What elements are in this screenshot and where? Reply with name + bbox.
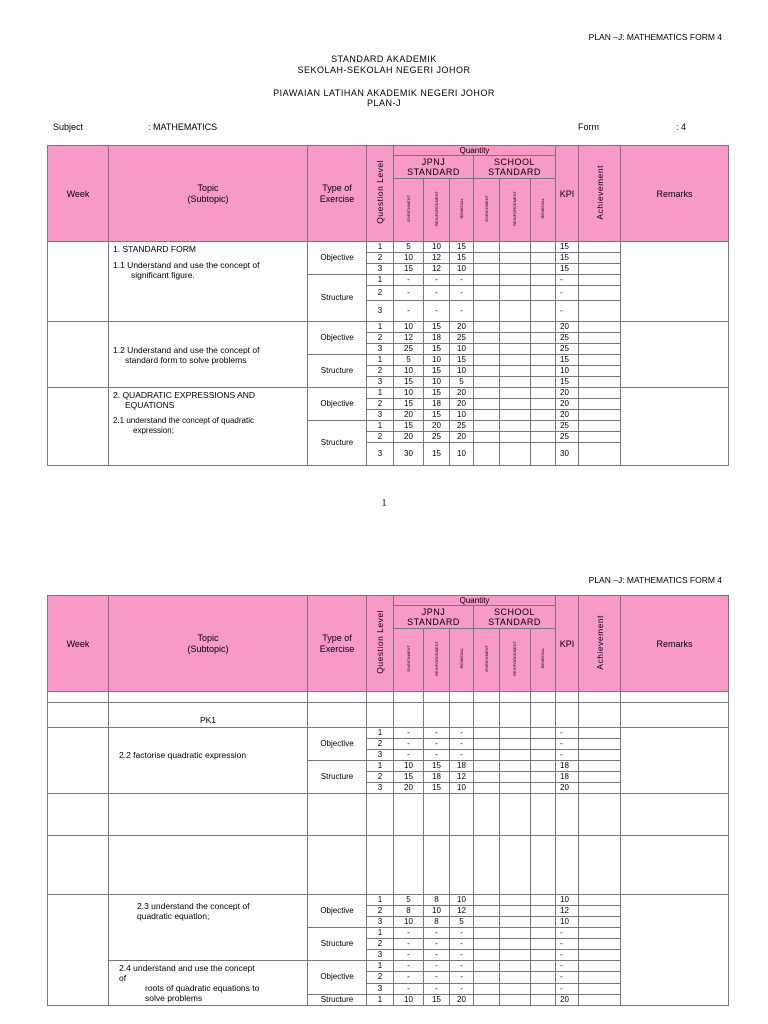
table-row — [48, 388, 729, 399]
school-standard-header: SCHOOL STANDARD — [474, 156, 556, 179]
level-cell: 2 — [367, 366, 394, 377]
school-standard-header: SCHOOL STANDARD — [474, 606, 556, 629]
remedial-cell: 5 — [450, 917, 474, 928]
kpi-cell: - — [556, 950, 579, 961]
remarks-header: Remarks — [621, 596, 729, 692]
remedial-cell: - — [450, 750, 474, 761]
subject-value: : MATHEMATICS — [148, 122, 218, 132]
enrichment-cell: 12 — [394, 333, 424, 344]
enrichment-cell: 30 — [394, 443, 424, 466]
enrichment-cell: - — [394, 950, 424, 961]
enrichment-cell: 20 — [394, 410, 424, 421]
week-header: Week — [48, 146, 109, 242]
kpi-cell: 15 — [556, 253, 579, 264]
reinforcement-cell: 18 — [424, 772, 450, 783]
level-cell: 3 — [367, 950, 394, 961]
kpi-cell: - — [556, 983, 579, 994]
remedial-cell: 5 — [450, 377, 474, 388]
table-row — [48, 322, 729, 333]
week-cell — [48, 728, 109, 794]
level-cell: 2 — [367, 432, 394, 443]
remedial-cell: - — [450, 286, 474, 301]
reinforcement-cell: 10 — [424, 355, 450, 366]
kpi-cell: 20 — [556, 994, 579, 1005]
subtopic-text: 2.2 factorise quadratic expression — [119, 750, 247, 760]
kpi-cell: 15 — [556, 355, 579, 366]
achievement-header: Achievement — [579, 596, 621, 692]
topic-header-label: Topic — [197, 182, 219, 193]
week-cell — [48, 322, 109, 388]
level-cell: 3 — [367, 750, 394, 761]
enrichment-cell: 25 — [394, 344, 424, 355]
table-row — [48, 242, 729, 253]
type-header-line2: Exercise — [319, 193, 355, 204]
remedial-cell: - — [450, 939, 474, 950]
plan-label: PLAN –J: MATHEMATICS FORM 4 — [588, 575, 722, 585]
subtopic-header-label: (Subtopic) — [187, 193, 229, 204]
kpi-cell: 10 — [556, 917, 579, 928]
enrichment-cell: - — [394, 728, 424, 739]
subtopic-text: solve problems — [145, 993, 203, 1003]
remedial-cell: 15 — [450, 253, 474, 264]
enrichment-cell: 15 — [394, 264, 424, 275]
subtopic-text: roots of quadratic equations to — [145, 983, 260, 993]
reinforcement-cell: - — [424, 728, 450, 739]
level-cell: 1 — [367, 728, 394, 739]
form-value: : 4 — [676, 122, 687, 132]
kpi-cell: - — [556, 286, 579, 301]
table-row — [48, 692, 729, 703]
remedial-cell: 25 — [450, 333, 474, 344]
table-row — [48, 703, 729, 728]
remarks-cell — [621, 388, 729, 466]
enrichment-cell: 5 — [394, 355, 424, 366]
kpi-cell: - — [556, 750, 579, 761]
reinforcement-cell: 15 — [424, 410, 450, 421]
quantity-header: Quantity — [394, 146, 556, 156]
reinforcement-cell: 25 — [424, 432, 450, 443]
enrichment-cell: 5 — [394, 242, 424, 253]
kpi-header: KPI — [556, 596, 579, 692]
remedial-cell: 15 — [450, 242, 474, 253]
kpi-cell: - — [556, 728, 579, 739]
reinforcement-cell: 18 — [424, 333, 450, 344]
reinforcement-cell: 15 — [424, 443, 450, 466]
level-cell: 2 — [367, 739, 394, 750]
plan-table-1 — [47, 145, 729, 466]
exercise-type: Structure — [308, 275, 367, 322]
kpi-header: KPI — [556, 146, 579, 242]
remarks-cell — [621, 242, 729, 322]
subtopic-text: expression; — [133, 426, 174, 435]
reinforcement-cell: - — [424, 961, 450, 972]
reinforcement-cell: 8 — [424, 917, 450, 928]
reinforcement-cell: 15 — [424, 388, 450, 399]
enrichment-header: ENRICHMENT — [474, 179, 500, 242]
reinforcement-cell: - — [424, 972, 450, 983]
subtopic-text: of — [119, 973, 127, 983]
remedial-cell: 10 — [450, 366, 474, 377]
kpi-cell: 25 — [556, 421, 579, 432]
topic-cell — [109, 728, 308, 794]
enrichment-cell: 20 — [394, 783, 424, 794]
remedial-cell: - — [450, 728, 474, 739]
reinforcement-cell: - — [424, 286, 450, 301]
header-row — [48, 146, 729, 156]
topic-title: EQUATIONS — [125, 400, 175, 410]
kpi-cell: - — [556, 939, 579, 950]
level-cell: 3 — [367, 264, 394, 275]
header-row — [48, 596, 729, 606]
question-level-header: Question Level — [367, 596, 394, 692]
reinforcement-cell: - — [424, 939, 450, 950]
exercise-type: Objective — [308, 961, 367, 995]
reinforcement-header: REINFORCEMENT — [500, 629, 531, 692]
remedial-cell: 20 — [450, 432, 474, 443]
exercise-type: Structure — [308, 761, 367, 794]
remedial-header: REMEDIAL — [531, 179, 556, 242]
reinforcement-cell: 10 — [424, 242, 450, 253]
enrichment-cell: 15 — [394, 421, 424, 432]
reinforcement-cell: 8 — [424, 895, 450, 906]
type-header-line2: Exercise — [319, 643, 355, 654]
kpi-cell: 15 — [556, 242, 579, 253]
reinforcement-cell: 10 — [424, 906, 450, 917]
subtopic-text: 2.3 understand the concept of — [137, 901, 250, 911]
enrichment-cell: - — [394, 275, 424, 286]
exercise-type: Structure — [308, 928, 367, 961]
kpi-cell: 15 — [556, 264, 579, 275]
remedial-cell: - — [450, 972, 474, 983]
title-line: SEKOLAH-SEKOLAH NEGERI JOHOR — [297, 65, 471, 75]
week-header: Week — [48, 596, 109, 692]
topic-cell — [109, 322, 308, 388]
kpi-cell: 20 — [556, 783, 579, 794]
week-cell — [48, 388, 109, 466]
remedial-header: REMEDIAL — [450, 179, 474, 242]
remedial-cell: 25 — [450, 421, 474, 432]
level-cell: 1 — [367, 388, 394, 399]
reinforcement-cell: 12 — [424, 264, 450, 275]
reinforcement-cell: 15 — [424, 994, 450, 1005]
reinforcement-cell: - — [424, 301, 450, 322]
reinforcement-cell: - — [424, 275, 450, 286]
enrichment-cell: - — [394, 286, 424, 301]
level-cell: 2 — [367, 906, 394, 917]
subtopic-header-label: (Subtopic) — [187, 643, 229, 654]
subtopic-text: significant figure. — [131, 270, 195, 280]
enrichment-cell: 15 — [394, 772, 424, 783]
level-cell: 1 — [367, 961, 394, 972]
level-cell: 3 — [367, 301, 394, 322]
topic-cell — [109, 242, 308, 322]
remedial-cell: - — [450, 928, 474, 939]
level-cell: 2 — [367, 253, 394, 264]
subtopic-text: 1.1 Understand and use the concept of — [113, 260, 260, 270]
reinforcement-cell: 15 — [424, 322, 450, 333]
kpi-cell: - — [556, 961, 579, 972]
enrichment-cell: 10 — [394, 366, 424, 377]
level-cell: 1 — [367, 421, 394, 432]
exercise-type: Objective — [308, 242, 367, 275]
topic-header-label: Topic — [197, 632, 219, 643]
remedial-cell: 10 — [450, 895, 474, 906]
enrichment-cell: - — [394, 750, 424, 761]
enrichment-cell: 10 — [394, 994, 424, 1005]
kpi-cell: 18 — [556, 772, 579, 783]
enrichment-cell: - — [394, 939, 424, 950]
level-cell: 2 — [367, 772, 394, 783]
reinforcement-cell: 18 — [424, 399, 450, 410]
enrichment-cell: 10 — [394, 388, 424, 399]
form-label: Form — [578, 122, 599, 132]
subtopic-text: standard form to solve problems — [125, 354, 247, 365]
remedial-cell: 18 — [450, 761, 474, 772]
table-row — [48, 836, 729, 895]
remedial-cell: 10 — [450, 264, 474, 275]
question-level-header: Question Level — [367, 146, 394, 242]
week-cell — [48, 242, 109, 322]
exercise-type: Structure — [308, 355, 367, 388]
achievement-header: Achievement — [579, 146, 621, 242]
level-cell: 2 — [367, 333, 394, 344]
level-cell: 1 — [367, 928, 394, 939]
kpi-cell: 20 — [556, 410, 579, 421]
reinforcement-cell: 12 — [424, 253, 450, 264]
remedial-cell: 10 — [450, 410, 474, 421]
subtopic-text: quadratic equation; — [137, 911, 210, 921]
level-cell: 3 — [367, 783, 394, 794]
enrichment-header: ENRICHMENT — [394, 179, 424, 242]
remedial-cell: - — [450, 950, 474, 961]
quantity-header: Quantity — [394, 596, 556, 606]
remedial-cell: 20 — [450, 994, 474, 1005]
topic-header — [109, 596, 308, 692]
reinforcement-cell: - — [424, 928, 450, 939]
level-cell: 3 — [367, 443, 394, 466]
page-number: 1 — [381, 498, 387, 509]
remedial-cell: 12 — [450, 772, 474, 783]
kpi-cell: - — [556, 301, 579, 322]
remedial-cell: - — [450, 739, 474, 750]
remedial-cell: - — [450, 275, 474, 286]
level-cell: 1 — [367, 994, 394, 1005]
subtopic-text: 2.4 understand and use the concept — [119, 963, 255, 973]
kpi-cell: - — [556, 739, 579, 750]
kpi-cell: 10 — [556, 366, 579, 377]
remedial-cell: 10 — [450, 344, 474, 355]
title-line: PLAN-J — [366, 98, 401, 108]
enrichment-header: ENRICHMENT — [394, 629, 424, 692]
plan-label: PLAN –J: MATHEMATICS FORM 4 — [588, 32, 722, 42]
reinforcement-cell: 15 — [424, 783, 450, 794]
level-cell: 3 — [367, 344, 394, 355]
remedial-cell: 10 — [450, 443, 474, 466]
level-cell: 2 — [367, 972, 394, 983]
remedial-header: REMEDIAL — [450, 629, 474, 692]
kpi-cell: 20 — [556, 388, 579, 399]
level-cell: 1 — [367, 355, 394, 366]
enrichment-cell: 15 — [394, 377, 424, 388]
kpi-cell: 20 — [556, 322, 579, 333]
exercise-type: Objective — [308, 322, 367, 355]
remarks-cell — [621, 895, 729, 1006]
remarks-cell — [621, 728, 729, 794]
enrichment-cell: - — [394, 972, 424, 983]
enrichment-header: ENRICHMENT — [474, 629, 500, 692]
remedial-cell: - — [450, 983, 474, 994]
topic-title: 1. STANDARD FORM — [113, 244, 196, 254]
exercise-type: Structure — [308, 421, 367, 466]
level-cell: 3 — [367, 917, 394, 928]
topic-title: 2. QUADRATIC EXPRESSIONS AND — [113, 390, 256, 400]
type-header-line1: Type of — [322, 182, 352, 193]
reinforcement-cell: - — [424, 950, 450, 961]
reinforcement-cell: 15 — [424, 761, 450, 772]
enrichment-cell: 15 — [394, 399, 424, 410]
pk1-label: PK1 — [109, 703, 308, 728]
remedial-cell: 15 — [450, 355, 474, 366]
table-row — [48, 895, 729, 906]
kpi-cell: 20 — [556, 399, 579, 410]
jpnj-standard-header: JPNJ STANDARD — [394, 156, 474, 179]
remedial-cell: 20 — [450, 399, 474, 410]
kpi-cell: 18 — [556, 761, 579, 772]
kpi-cell: - — [556, 928, 579, 939]
subject-label: Subject — [53, 122, 84, 132]
kpi-cell: 25 — [556, 333, 579, 344]
enrichment-cell: - — [394, 983, 424, 994]
level-cell: 3 — [367, 377, 394, 388]
kpi-cell: 25 — [556, 432, 579, 443]
exercise-type: Structure — [308, 994, 367, 1005]
kpi-cell: 30 — [556, 443, 579, 466]
reinforcement-cell: 15 — [424, 344, 450, 355]
type-header-line1: Type of — [322, 632, 352, 643]
kpi-cell: 25 — [556, 344, 579, 355]
exercise-type: Objective — [308, 728, 367, 761]
reinforcement-cell: 15 — [424, 366, 450, 377]
kpi-cell: - — [556, 972, 579, 983]
reinforcement-cell: 20 — [424, 421, 450, 432]
level-cell: 1 — [367, 895, 394, 906]
type-header — [308, 146, 367, 242]
topic-cell — [109, 961, 308, 1006]
enrichment-cell: 10 — [394, 322, 424, 333]
remarks-header: Remarks — [621, 146, 729, 242]
remedial-cell: 10 — [450, 783, 474, 794]
exercise-type: Objective — [308, 388, 367, 421]
level-cell: 1 — [367, 275, 394, 286]
remedial-cell: - — [450, 961, 474, 972]
table-row — [48, 728, 729, 739]
remedial-cell: 12 — [450, 906, 474, 917]
level-cell: 3 — [367, 983, 394, 994]
reinforcement-cell: - — [424, 750, 450, 761]
enrichment-cell: 8 — [394, 906, 424, 917]
remarks-cell — [621, 322, 729, 388]
topic-cell — [109, 895, 308, 961]
enrichment-cell: 5 — [394, 895, 424, 906]
reinforcement-header: REINFORCEMENT — [424, 629, 450, 692]
remedial-cell: - — [450, 301, 474, 322]
enrichment-cell: 10 — [394, 917, 424, 928]
level-cell: 1 — [367, 761, 394, 772]
remedial-cell: 20 — [450, 322, 474, 333]
reinforcement-header: REINFORCEMENT — [500, 179, 531, 242]
kpi-cell: 15 — [556, 377, 579, 388]
reinforcement-header: REINFORCEMENT — [424, 179, 450, 242]
enrichment-cell: 10 — [394, 761, 424, 772]
topic-cell — [109, 388, 308, 466]
enrichment-cell: 20 — [394, 432, 424, 443]
reinforcement-cell: 10 — [424, 377, 450, 388]
jpnj-standard-header: JPNJ STANDARD — [394, 606, 474, 629]
title-line: PIAWAIAN LATIHAN AKADEMIK NEGERI JOHOR — [273, 88, 495, 98]
reinforcement-cell: - — [424, 983, 450, 994]
level-cell: 2 — [367, 286, 394, 301]
level-cell: 2 — [367, 399, 394, 410]
plan-table-2 — [47, 595, 729, 1006]
reinforcement-cell: - — [424, 739, 450, 750]
enrichment-cell: - — [394, 739, 424, 750]
remedial-cell: 20 — [450, 388, 474, 399]
enrichment-cell: - — [394, 301, 424, 322]
level-cell: 3 — [367, 410, 394, 421]
kpi-cell: 10 — [556, 895, 579, 906]
enrichment-cell: - — [394, 928, 424, 939]
kpi-cell: 12 — [556, 906, 579, 917]
subtopic-text: 1.2 Understand and use the concept of — [113, 344, 260, 355]
remedial-header: REMEDIAL — [531, 629, 556, 692]
level-cell: 1 — [367, 242, 394, 253]
subtopic-text: 2.1 understand the concept of quadratic — [113, 416, 254, 425]
type-header — [308, 596, 367, 692]
week-cell — [48, 895, 109, 1006]
kpi-cell: - — [556, 275, 579, 286]
exercise-type: Objective — [308, 895, 367, 928]
table-row — [48, 794, 729, 836]
title-line: STANDARD AKADEMIK — [331, 54, 437, 64]
enrichment-cell: - — [394, 961, 424, 972]
level-cell: 1 — [367, 322, 394, 333]
level-cell: 2 — [367, 939, 394, 950]
enrichment-cell: 10 — [394, 253, 424, 264]
topic-header — [109, 146, 308, 242]
